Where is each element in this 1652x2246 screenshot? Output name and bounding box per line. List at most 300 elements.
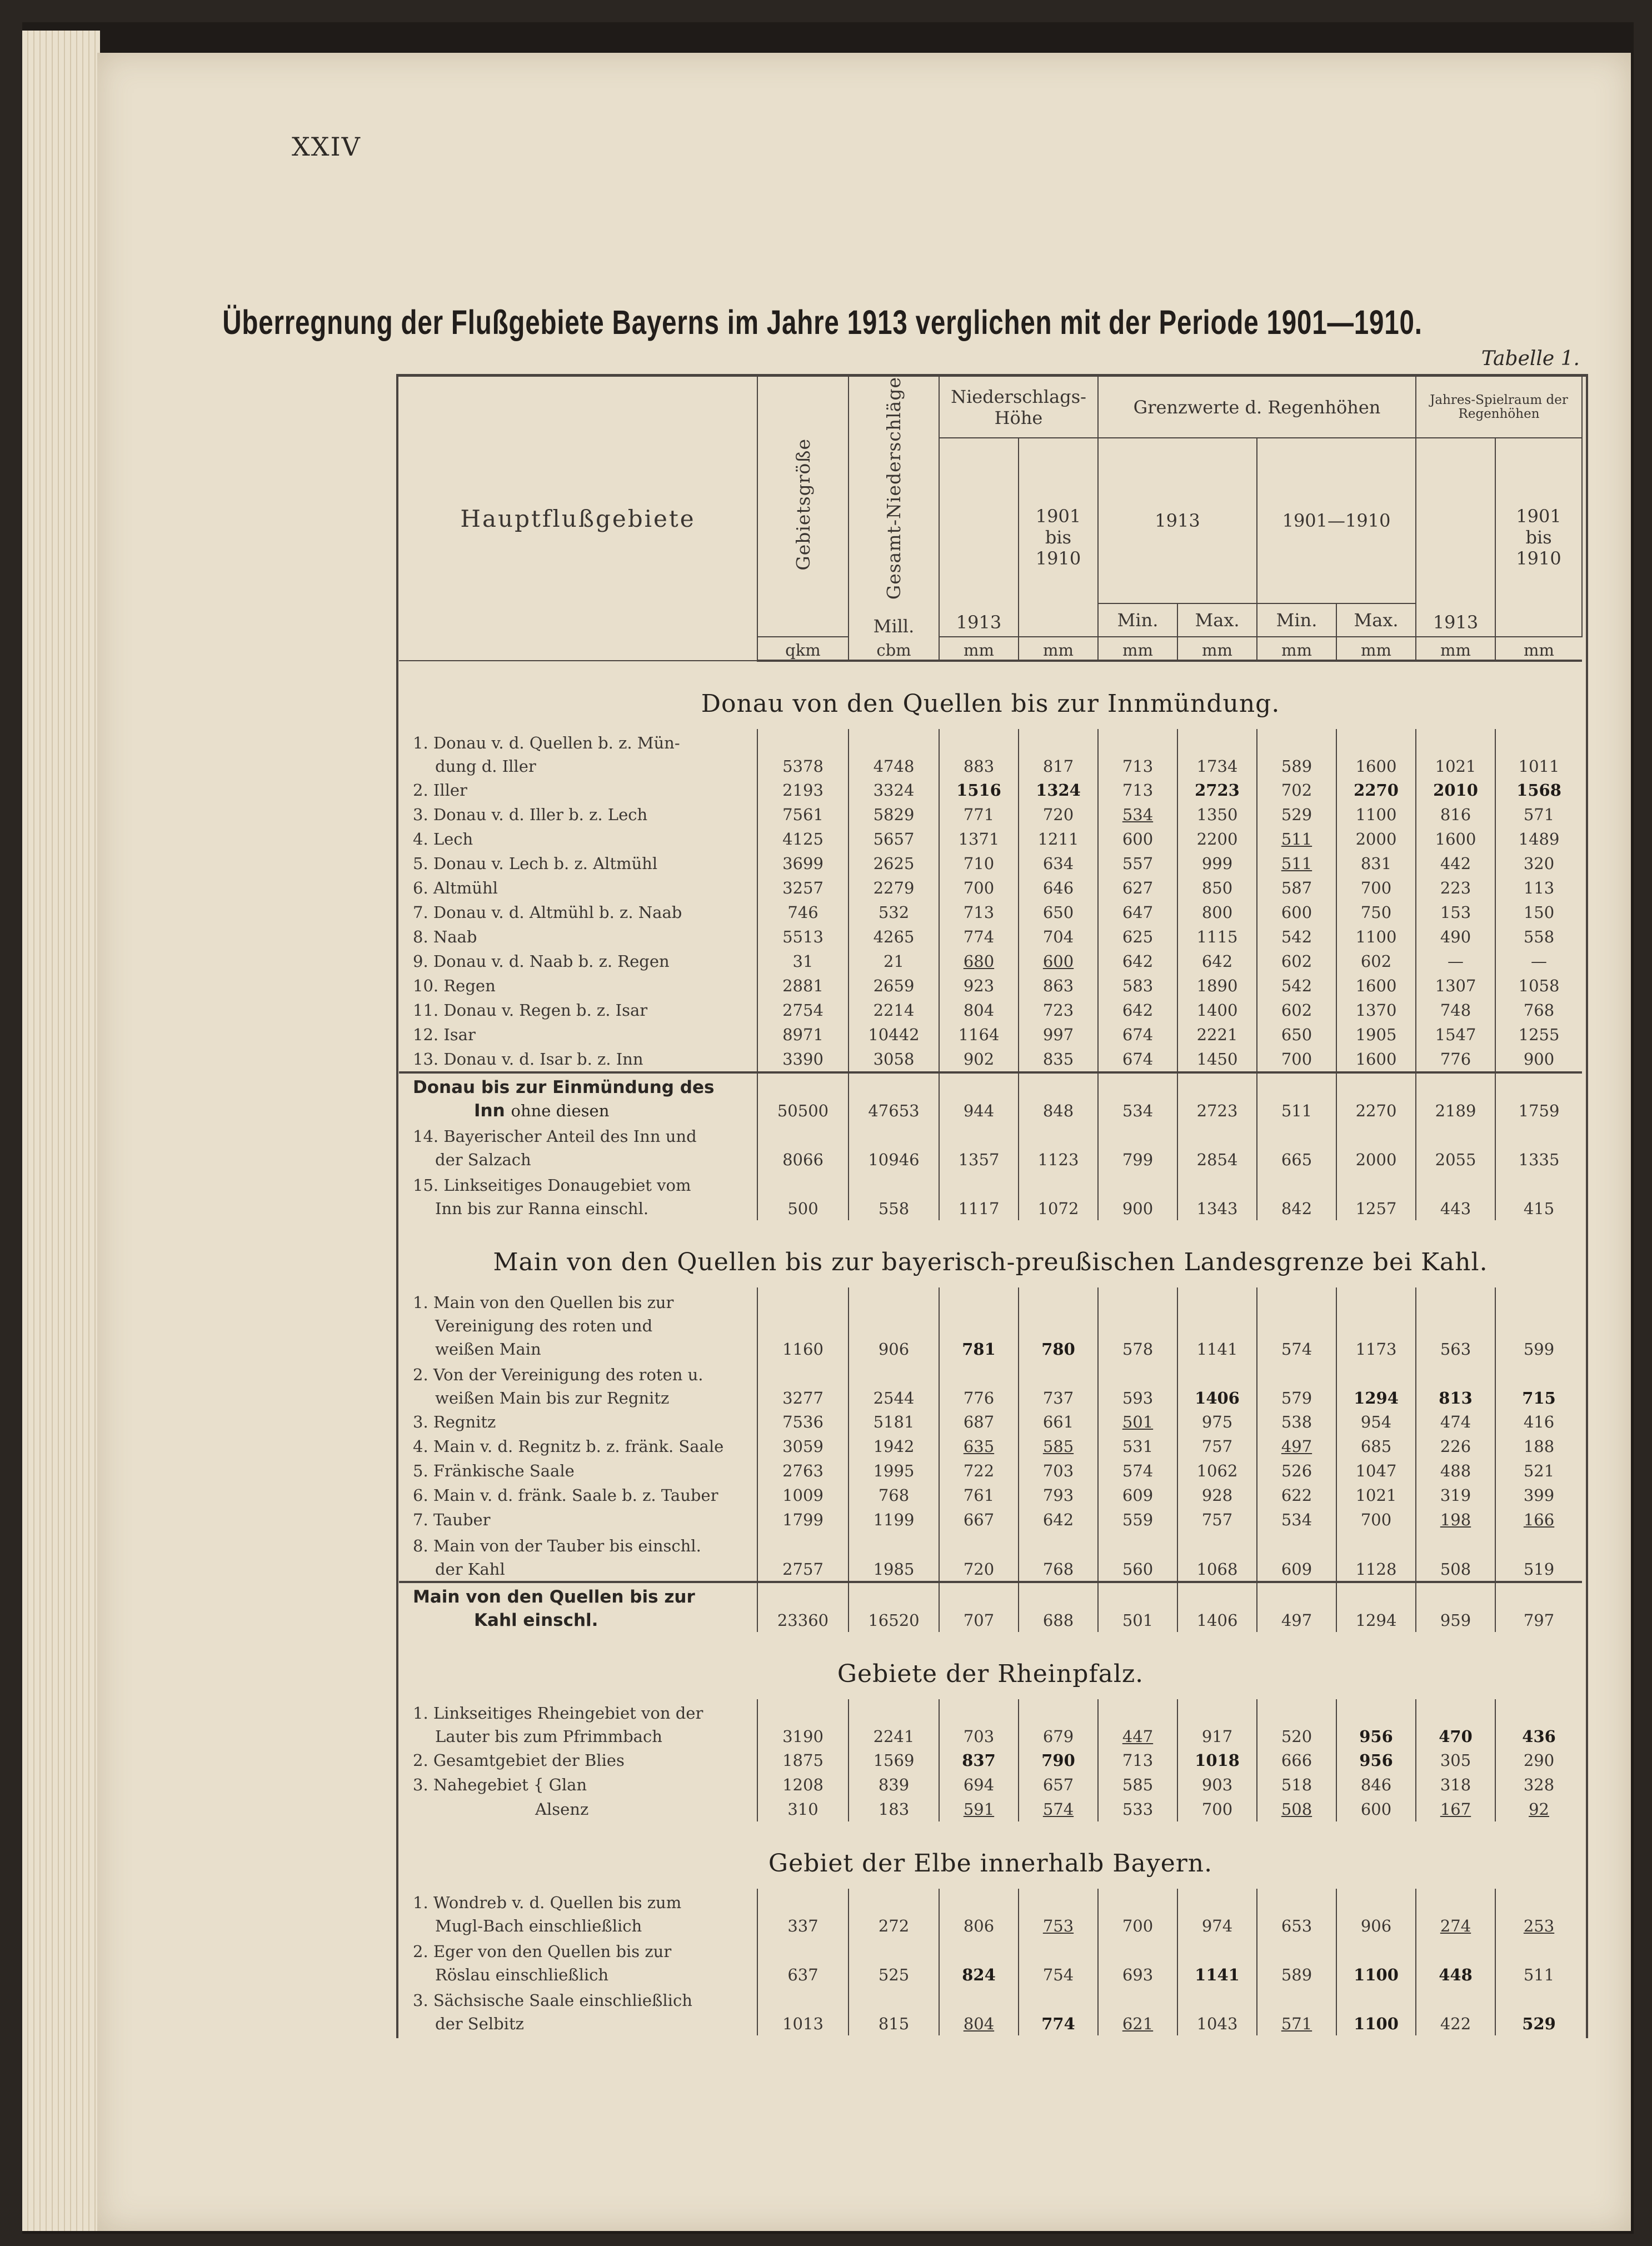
value-cell: 274: [1416, 1889, 1495, 1938]
row-number: 14.: [413, 1127, 439, 1146]
value-cell: 1294: [1336, 1361, 1416, 1410]
value-cell: 846: [1336, 1773, 1416, 1797]
value-cell: 900: [1098, 1171, 1177, 1220]
value-cell: 2544: [849, 1361, 939, 1410]
value-cell: 1357: [939, 1122, 1019, 1171]
value-cell: 416: [1495, 1410, 1582, 1434]
unit-mm: mm: [939, 637, 1019, 661]
summary-row: [399, 1072, 1582, 1122]
value-cell: 2221: [1177, 1022, 1257, 1047]
value-cell: 533: [1098, 1797, 1177, 1821]
value-cell: 646: [1019, 876, 1098, 900]
value-cell: 448: [1416, 1938, 1495, 1987]
col-nh-header: Niederschlags-Höhe: [939, 377, 1098, 438]
value-cell: 415: [1495, 1171, 1582, 1220]
row-number: 9.: [413, 952, 428, 971]
value-cell: 4265: [849, 925, 939, 949]
river-name: 12. Isar: [413, 1025, 476, 1045]
table-row: [399, 1434, 1582, 1459]
value-cell: 600: [1098, 827, 1177, 851]
unit-mm: mm: [1495, 637, 1582, 661]
value-cell: 1371: [939, 827, 1019, 851]
value-cell: 1343: [1177, 1171, 1257, 1220]
value-cell: 501: [1098, 1410, 1177, 1434]
value-cell: 722: [939, 1459, 1019, 1483]
col-js-1901: 1901 bis 1910: [1495, 438, 1582, 637]
value-cell: 700: [939, 876, 1019, 900]
value-cell: 700: [1177, 1797, 1257, 1821]
value-cell: 1350: [1177, 802, 1257, 827]
value-cell: 768: [1019, 1532, 1098, 1582]
value-cell: 508: [1416, 1532, 1495, 1582]
col-gw-1901: 1901—1910: [1257, 438, 1416, 603]
value-cell: 558: [849, 1171, 939, 1220]
value-cell: 824: [939, 1938, 1019, 1987]
value-cell: 746: [757, 900, 849, 925]
unit-mm: mm: [1019, 637, 1098, 661]
col-gw-1901-min: Min.: [1257, 603, 1336, 637]
table-body: [399, 661, 1582, 2035]
value-cell: 667: [939, 1508, 1019, 1532]
row-number: 1.: [413, 1293, 428, 1312]
value-cell: 328: [1495, 1773, 1582, 1797]
value-cell: 525: [849, 1938, 939, 1987]
value-cell: 272: [849, 1889, 939, 1938]
value-cell: 1128: [1336, 1532, 1416, 1582]
value-cell: —: [1495, 949, 1582, 974]
unit-mm: mm: [1098, 637, 1177, 661]
value-cell: 815: [849, 1987, 939, 2035]
row-number: 5.: [413, 854, 428, 874]
value-cell: 1211: [1019, 827, 1098, 851]
value-cell: 508: [1257, 1797, 1336, 1821]
value-cell: 713: [939, 900, 1019, 925]
value-cell: 542: [1257, 974, 1336, 998]
river-name: 13. Donau v. d. Isar b. z. Inn: [413, 1050, 643, 1069]
value-cell: 497: [1257, 1582, 1336, 1632]
table-row: [399, 827, 1582, 851]
row-number: 1.: [413, 1704, 428, 1723]
value-cell: 558: [1495, 925, 1582, 949]
row-number: 3.: [413, 1413, 428, 1432]
value-cell: 571: [1495, 802, 1582, 827]
value-cell: 839: [849, 1773, 939, 1797]
value-cell: 813: [1416, 1361, 1495, 1410]
table-row: [399, 876, 1582, 900]
river-name: 10. Regen: [413, 976, 496, 996]
value-cell: 318: [1416, 1773, 1495, 1797]
value-cell: 1009: [757, 1483, 849, 1508]
value-cell: 3699: [757, 851, 849, 876]
value-cell: 2270: [1336, 1072, 1416, 1122]
value-cell: 704: [1019, 925, 1098, 949]
value-cell: 1123: [1019, 1122, 1098, 1171]
value-cell: 602: [1257, 949, 1336, 974]
value-cell: 627: [1098, 876, 1177, 900]
river-name: 3. Donau v. d. Iller b. z. Lech: [413, 805, 648, 825]
value-cell: 923: [939, 974, 1019, 998]
river-name: 3. Nahegebiet { Glan: [413, 1775, 587, 1795]
table-row: [399, 851, 1582, 876]
value-cell: 2241: [849, 1699, 939, 1748]
river-name: 3. Sächsische Saale einschließlich der Selbitz: [413, 1991, 692, 2034]
value-cell: 4748: [849, 729, 939, 778]
value-cell: 511: [1257, 1072, 1336, 1122]
section-heading: Main von den Quellen bis zur bayerisch-preußischen Landesgrenze bei Kahl.: [493, 1248, 1488, 1277]
row-number: 1.: [413, 1893, 428, 1913]
value-cell: 903: [1177, 1773, 1257, 1797]
value-cell: 1208: [757, 1773, 849, 1797]
row-number: 10.: [413, 976, 439, 996]
table-row: [399, 1483, 1582, 1508]
row-number: 7.: [413, 903, 428, 922]
value-cell: 447: [1098, 1699, 1177, 1748]
table-row: [399, 1022, 1582, 1047]
value-cell: 319: [1416, 1483, 1495, 1508]
value-cell: 488: [1416, 1459, 1495, 1483]
value-cell: 700: [1336, 876, 1416, 900]
value-cell: 702: [1257, 778, 1336, 802]
table-row: [399, 1171, 1582, 1220]
value-cell: 92: [1495, 1797, 1582, 1821]
value-cell: 959: [1416, 1582, 1495, 1632]
value-cell: 1875: [757, 1748, 849, 1773]
col-mill: Mill.: [849, 603, 939, 637]
value-cell: 793: [1019, 1483, 1098, 1508]
summary-name: Main von den Quellen bis zur Kahl einschl.: [399, 1582, 757, 1632]
value-cell: 1100: [1336, 925, 1416, 949]
table-row: [399, 925, 1582, 949]
value-cell: 589: [1257, 1938, 1336, 1987]
value-cell: 817: [1019, 729, 1098, 778]
value-cell: 5829: [849, 802, 939, 827]
value-cell: 2189: [1416, 1072, 1495, 1122]
value-cell: 320: [1495, 851, 1582, 876]
value-cell: 1141: [1177, 1938, 1257, 1987]
value-cell: 599: [1495, 1287, 1582, 1361]
col-area-header: Gebietsgröße: [757, 377, 849, 637]
table-row: [399, 1889, 1582, 1938]
value-cell: 687: [939, 1410, 1019, 1434]
value-cell: 902: [939, 1047, 1019, 1072]
value-cell: 578: [1098, 1287, 1177, 1361]
value-cell: 1294: [1336, 1582, 1416, 1632]
value-cell: 776: [1416, 1047, 1495, 1072]
value-cell: 850: [1177, 876, 1257, 900]
river-name: 4. Main v. d. Regnitz b. z. fränk. Saale: [413, 1437, 724, 1456]
value-cell: 542: [1257, 925, 1336, 949]
value-cell: 563: [1416, 1287, 1495, 1361]
value-cell: 1995: [849, 1459, 939, 1483]
table-row: [399, 1410, 1582, 1434]
unit-cbm: cbm: [849, 637, 939, 661]
value-cell: 609: [1257, 1532, 1336, 1582]
value-cell: 600: [1336, 1797, 1416, 1821]
value-cell: 688: [1019, 1582, 1098, 1632]
value-cell: 975: [1177, 1410, 1257, 1434]
value-cell: 1115: [1177, 925, 1257, 949]
value-cell: 723: [1019, 998, 1098, 1022]
value-cell: 642: [1098, 998, 1177, 1022]
value-cell: 501: [1098, 1582, 1177, 1632]
value-cell: 974: [1177, 1889, 1257, 1938]
value-cell: 534: [1257, 1508, 1336, 1532]
value-cell: 31: [757, 949, 849, 974]
value-cell: 2757: [757, 1532, 849, 1582]
value-cell: 800: [1177, 900, 1257, 925]
row-number: 8.: [413, 1536, 428, 1556]
value-cell: 497: [1257, 1434, 1336, 1459]
value-cell: 1072: [1019, 1171, 1098, 1220]
value-cell: 707: [939, 1582, 1019, 1632]
value-cell: 436: [1495, 1699, 1582, 1748]
value-cell: 511: [1257, 827, 1336, 851]
value-cell: 999: [1177, 851, 1257, 876]
river-name: 15. Linkseitiges Donaugebiet vom Inn bis zur Ranna einschl.: [413, 1176, 691, 1219]
value-cell: 470: [1416, 1699, 1495, 1748]
value-cell: 642: [1019, 1508, 1098, 1532]
value-cell: 713: [1098, 778, 1177, 802]
river-name: 8. Main von der Tauber bis einschl. der Kahl: [413, 1536, 701, 1579]
value-cell: 906: [1336, 1889, 1416, 1938]
value-cell: 906: [849, 1287, 939, 1361]
row-number: 2.: [413, 1751, 428, 1770]
value-cell: 511: [1495, 1938, 1582, 1987]
unit-mm: mm: [1416, 637, 1495, 661]
value-cell: 3277: [757, 1361, 849, 1410]
value-cell: 559: [1098, 1508, 1177, 1532]
row-number: 13.: [413, 1050, 439, 1069]
value-cell: 602: [1336, 949, 1416, 974]
value-cell: 693: [1098, 1938, 1177, 1987]
row-number: 6.: [413, 1486, 428, 1505]
col-gw-1913-max: Max.: [1177, 603, 1257, 637]
value-cell: 1516: [939, 778, 1019, 802]
value-cell: 621: [1098, 1987, 1177, 2035]
value-cell: 47653: [849, 1072, 939, 1122]
value-cell: 500: [757, 1171, 849, 1220]
value-cell: 622: [1257, 1483, 1336, 1508]
river-name: 2. Gesamtgebiet der Blies: [413, 1751, 625, 1770]
value-cell: 997: [1019, 1022, 1098, 1047]
value-cell: 1160: [757, 1287, 849, 1361]
value-cell: 900: [1495, 1047, 1582, 1072]
value-cell: 3257: [757, 876, 849, 900]
value-cell: 583: [1098, 974, 1177, 998]
row-number: 2.: [413, 1365, 428, 1385]
value-cell: 720: [1019, 802, 1098, 827]
river-name: 4. Lech: [413, 830, 473, 849]
value-cell: 166: [1495, 1508, 1582, 1532]
value-cell: 750: [1336, 900, 1416, 925]
table-row: [399, 1508, 1582, 1532]
value-cell: 1100: [1336, 802, 1416, 827]
value-cell: 520: [1257, 1699, 1336, 1748]
table-row: [399, 949, 1582, 974]
river-name: 14. Bayerischer Anteil des Inn und der Salzach: [413, 1127, 697, 1170]
page-number: XXIV: [292, 132, 361, 162]
unit-mm: mm: [1336, 637, 1416, 661]
value-cell: 1013: [757, 1987, 849, 2035]
table-row: [399, 802, 1582, 827]
value-cell: 835: [1019, 1047, 1098, 1072]
value-cell: 1018: [1177, 1748, 1257, 1773]
value-cell: 600: [1257, 900, 1336, 925]
river-name: 2. Von der Vereinigung des roten u. weißen Main bis zur Regnitz: [413, 1365, 703, 1408]
value-cell: 2270: [1336, 778, 1416, 802]
value-cell: 1100: [1336, 1987, 1416, 2035]
value-cell: 2723: [1177, 1072, 1257, 1122]
row-number: 2.: [413, 1942, 428, 1961]
value-cell: 642: [1098, 949, 1177, 974]
value-cell: 754: [1019, 1938, 1098, 1987]
value-cell: 8066: [757, 1122, 849, 1171]
col-nh-1901: 1901 bis 1910: [1019, 438, 1098, 637]
value-cell: 442: [1416, 851, 1495, 876]
value-cell: 674: [1098, 1047, 1177, 1072]
col-nh-1913: 1913: [939, 438, 1019, 637]
value-cell: 2193: [757, 778, 849, 802]
row-number: 2.: [413, 781, 428, 800]
table-row: [399, 1047, 1582, 1072]
table-row: [399, 778, 1582, 802]
table-row: [399, 1797, 1582, 1821]
col-js-1913: 1913: [1416, 438, 1495, 637]
river-name: 6. Main v. d. fränk. Saale b. z. Tauber: [413, 1486, 718, 1505]
value-cell: 226: [1416, 1434, 1495, 1459]
value-cell: 757: [1177, 1508, 1257, 1532]
value-cell: 1324: [1019, 778, 1098, 802]
unit-mm: mm: [1177, 637, 1257, 661]
river-name: 2. Iller: [413, 781, 467, 800]
river-name: [399, 1797, 757, 1821]
value-cell: 1117: [939, 1171, 1019, 1220]
value-cell: 23360: [757, 1582, 849, 1632]
value-cell: 150: [1495, 900, 1582, 925]
river-name: 6. Altmühl: [413, 879, 498, 898]
col-total-header: Gesamt-Niederschläge: [849, 377, 939, 603]
value-cell: 768: [849, 1483, 939, 1508]
value-cell: 3058: [849, 1047, 939, 1072]
value-cell: 526: [1257, 1459, 1336, 1483]
value-cell: 1759: [1495, 1072, 1582, 1122]
value-cell: 253: [1495, 1889, 1582, 1938]
value-cell: 290: [1495, 1748, 1582, 1773]
unit-mm: mm: [1257, 637, 1336, 661]
value-cell: 1600: [1336, 729, 1416, 778]
table-label: Tabelle 1.: [1481, 347, 1580, 370]
row-number: 8.: [413, 927, 428, 947]
value-cell: 799: [1098, 1122, 1177, 1171]
river-name: 8. Naab: [413, 927, 477, 947]
sub-area: Glan: [548, 1775, 587, 1795]
value-cell: 1600: [1336, 1047, 1416, 1072]
value-cell: 804: [939, 998, 1019, 1022]
value-cell: 1568: [1495, 778, 1582, 802]
river-name: 1. Linkseitiges Rheingebiet von der Lauter bis zum Pfrimmbach: [413, 1704, 703, 1746]
value-cell: 753: [1019, 1889, 1098, 1938]
value-cell: 560: [1098, 1532, 1177, 1582]
river-name: 1. Main von den Quellen bis zur Vereinigung des roten und weißen Main: [413, 1293, 674, 1359]
value-cell: 666: [1257, 1748, 1336, 1773]
value-cell: 2010: [1416, 778, 1495, 802]
table-row: [399, 729, 1582, 778]
unit-qkm: qkm: [757, 637, 849, 661]
value-cell: 1905: [1336, 1022, 1416, 1047]
value-cell: 700: [1336, 1508, 1416, 1532]
value-cell: 153: [1416, 900, 1495, 925]
value-cell: 1600: [1416, 827, 1495, 851]
value-cell: 518: [1257, 1773, 1336, 1797]
value-cell: 474: [1416, 1410, 1495, 1434]
table-row: [399, 1987, 1582, 2035]
value-cell: 609: [1098, 1483, 1177, 1508]
value-cell: 657: [1019, 1773, 1098, 1797]
value-cell: 635: [939, 1434, 1019, 1459]
table-row: [399, 1748, 1582, 1773]
row-number: 3.: [413, 805, 428, 825]
value-cell: 574: [1019, 1797, 1098, 1821]
summary-row: [399, 1582, 1582, 1632]
river-name: 3. Regnitz: [413, 1413, 496, 1432]
value-cell: 1406: [1177, 1582, 1257, 1632]
value-cell: 837: [939, 1748, 1019, 1773]
value-cell: 1173: [1336, 1287, 1416, 1361]
value-cell: 532: [849, 900, 939, 925]
value-cell: 7536: [757, 1410, 849, 1434]
value-cell: 954: [1336, 1410, 1416, 1434]
value-cell: 579: [1257, 1361, 1336, 1410]
value-cell: 2279: [849, 876, 939, 900]
value-cell: 771: [939, 802, 1019, 827]
page-title: Überregnung der Flußgebiete Bayerns im Jahre 1913 verglichen mit der Periode 1901—1910.: [222, 303, 1423, 341]
value-cell: 3324: [849, 778, 939, 802]
value-cell: 720: [939, 1532, 1019, 1582]
value-cell: 1569: [849, 1748, 939, 1773]
value-cell: 883: [939, 729, 1019, 778]
sub-area: Alsenz: [535, 1800, 589, 1819]
value-cell: 2200: [1177, 827, 1257, 851]
river-name: 7. Tauber: [413, 1510, 491, 1530]
value-cell: 956: [1336, 1748, 1416, 1773]
value-cell: 531: [1098, 1434, 1177, 1459]
row-number: 7.: [413, 1510, 428, 1530]
row-number: 12.: [413, 1025, 439, 1045]
value-cell: 167: [1416, 1797, 1495, 1821]
value-cell: 3390: [757, 1047, 849, 1072]
value-cell: 1307: [1416, 974, 1495, 998]
value-cell: 804: [939, 1987, 1019, 2035]
value-cell: 637: [757, 1938, 849, 1987]
section-heading: Gebiete der Rheinpfalz.: [837, 1660, 1144, 1689]
value-cell: 399: [1495, 1483, 1582, 1508]
rainfall-table: [399, 377, 1583, 2035]
value-cell: 2763: [757, 1459, 849, 1483]
value-cell: 700: [1098, 1889, 1177, 1938]
table-row: [399, 1699, 1582, 1748]
value-cell: 842: [1257, 1171, 1336, 1220]
value-cell: 780: [1019, 1287, 1098, 1361]
value-cell: 519: [1495, 1532, 1582, 1582]
row-number: 1.: [413, 733, 428, 753]
col-gw-1913-min: Min.: [1098, 603, 1177, 637]
table-row: [399, 998, 1582, 1022]
value-cell: 661: [1019, 1410, 1098, 1434]
table-row: [399, 1361, 1582, 1410]
value-cell: 650: [1019, 900, 1098, 925]
value-cell: 748: [1416, 998, 1495, 1022]
summary-name: Donau bis zur Einmündung des Inn ohne diesen: [399, 1072, 757, 1122]
